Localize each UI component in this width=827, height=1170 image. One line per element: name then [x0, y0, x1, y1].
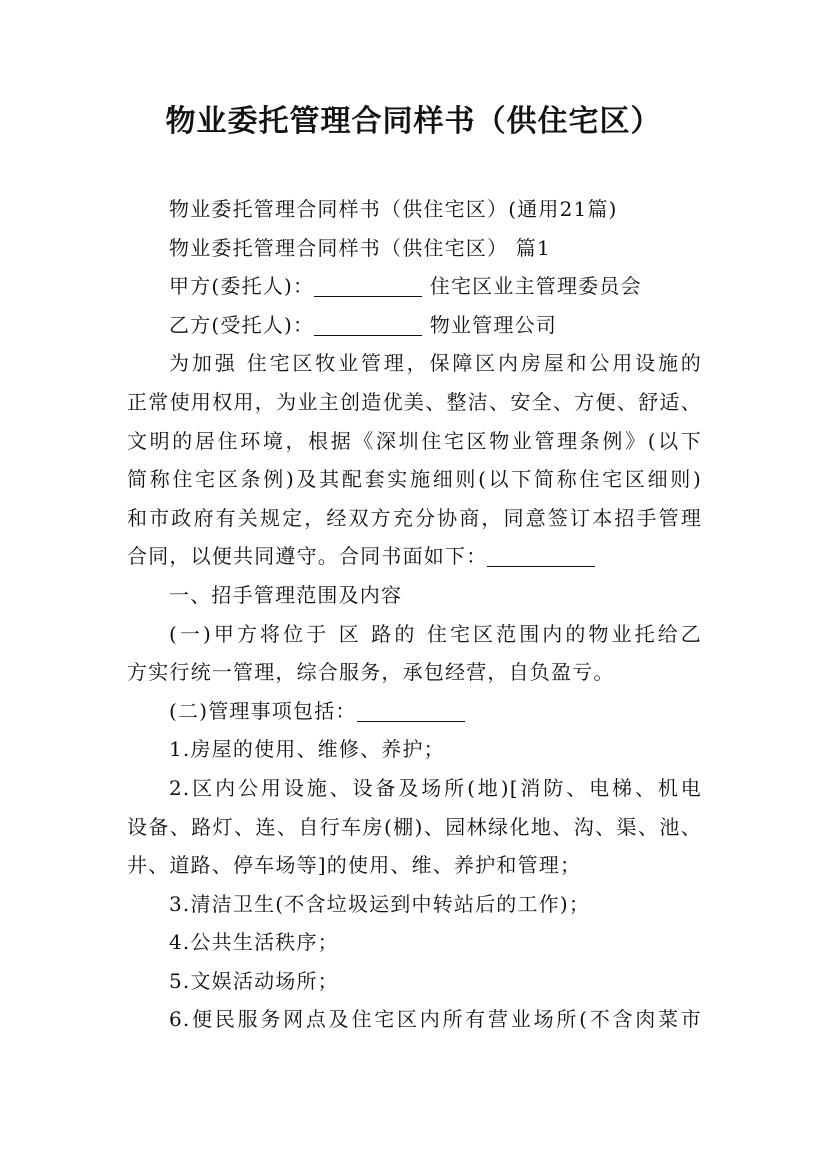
section-heading: 物业委托管理合同样书（供住宅区） 篇1 — [169, 235, 551, 260]
party-b-blank — [314, 313, 422, 336]
list-item: 3.清洁卫生(不含垃圾运到中转站后的工作)； — [169, 891, 591, 916]
paragraph-line: 简称住宅区条例)及其配套实施细则(以下简称住宅区细则) — [127, 467, 702, 492]
paragraph-line: 和市政府有关规定，经双方充分协商，同意签订本招手管理 — [127, 505, 702, 530]
section-heading: 一、招手管理范围及内容 — [169, 582, 403, 607]
paragraph-line: 正常使用权用，为业主创造优美、整洁、安全、方便、舒适、 — [127, 389, 702, 414]
list-item-continued: 井、道路、停车场等]的使用、维、养护和管理； — [127, 853, 582, 878]
list-item: 1.房屋的使用、维修、养护； — [169, 737, 445, 762]
party-a-blank — [314, 274, 422, 297]
paragraph-line — [127, 537, 702, 576]
party-a-line — [127, 267, 702, 306]
paragraph-line: 为加强 住宅区牧业管理，保障区内房屋和公用设施的 — [169, 351, 702, 376]
list-item: 2.区内公用设施、设备及场所(地)[消防、电梯、机电 — [169, 775, 702, 800]
contract-blank — [487, 544, 595, 567]
paragraph-line: 文明的居住环境，根据《深圳住宅区物业管理条例》(以下 — [127, 428, 702, 453]
paragraph-line — [127, 692, 702, 731]
party-b-line — [127, 306, 702, 345]
party-b-label: 乙方(受托人)： — [169, 312, 315, 337]
document-body — [127, 190, 702, 1039]
document-title: 物业委托管理合同样书（供住宅区） — [165, 104, 662, 139]
paragraph-text: 合同，以便共同遵守。合同书面如下： — [127, 544, 488, 569]
paragraph-text: (二)管理事项包括： — [169, 698, 357, 723]
paragraph-line: 方实行统一管理，综合服务，承包经营，自负盈亏。 — [127, 660, 615, 685]
list-item-continued: 设备、路灯、连、自行车房(棚)、园林绿化地、沟、渠、池、 — [127, 814, 702, 839]
party-a-label: 甲方(委托人)： — [169, 274, 315, 299]
party-a-name: 住宅区业主管理委员会 — [422, 274, 642, 299]
list-item: 6.便民服务网点及住宅区内所有营业场所(不含肉菜市 — [169, 1007, 702, 1032]
list-item: 4.公共生活秩序； — [169, 930, 339, 955]
list-item: 5.文娱活动场所； — [169, 968, 339, 993]
paragraph-line: (一)甲方将位于 区 路的 住宅区范围内的物业托给乙 — [169, 621, 702, 646]
items-blank — [357, 699, 465, 722]
subtitle-line: 物业委托管理合同样书（供住宅区）(通用21篇) — [169, 197, 618, 221]
party-b-name: 物业管理公司 — [422, 312, 557, 337]
